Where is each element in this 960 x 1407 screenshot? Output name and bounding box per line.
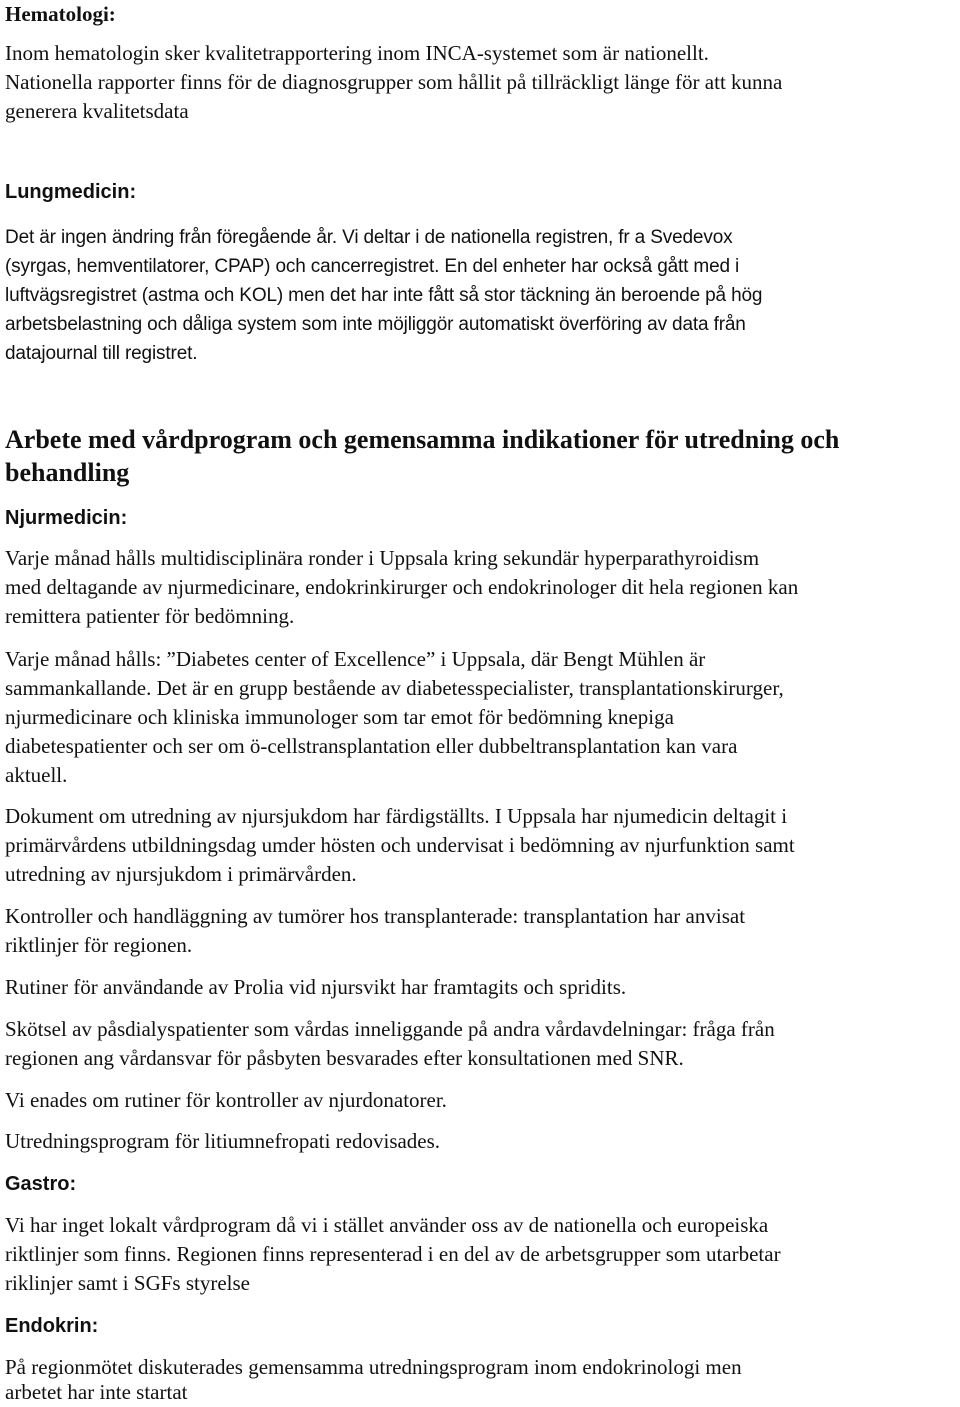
hematologi-line-1: Inom hematologin sker kvalitetrapportering inom INCA-systemet som är nationellt. bbox=[5, 41, 709, 65]
njurmedicin-line-14: Rutiner för användande av Prolia vid njursvikt har framtagits och spridits. bbox=[5, 975, 627, 999]
hematologi-line-2: Nationella rapporter finns för de diagnosgrupper som hållit på tillräckligt länge för att kunna bbox=[5, 70, 783, 94]
njurmedicin-line-3: remittera patienter för bedömning. bbox=[5, 604, 295, 628]
lungmedicin-line-1: Det är ingen ändring från föregående år. Vi deltar i de nationella registren, fr a Svedevox bbox=[5, 227, 733, 248]
section-title-line-2: behandling bbox=[5, 458, 130, 487]
hematologi-heading: Hematologi: bbox=[5, 2, 116, 26]
njurmedicin-line-4: Varje månad hålls: ”Diabetes center of Excellence” i Uppsala, där Bengt Mühlen är bbox=[5, 647, 706, 671]
hematologi-line-3: generera kvalitetsdata bbox=[5, 99, 189, 123]
njurmedicin-line-15: Skötsel av påsdialyspatienter som vårdas inneliggande på andra vårdavdelningar: fråga från bbox=[5, 1017, 775, 1041]
gastro-line-1: Vi har inget lokalt vårdprogram då vi i stället använder oss av de nationella och europeiska bbox=[5, 1213, 769, 1237]
endokrin-heading: Endokrin: bbox=[5, 1315, 99, 1337]
lungmedicin-line-5: datajournal till registret. bbox=[5, 343, 198, 364]
njurmedicin-line-13: riktlinjer för regionen. bbox=[5, 933, 193, 957]
njurmedicin-line-10: primärvårdens utbildningsdag umder hösten och undervisat i bedömning av njurfunktion samt bbox=[5, 833, 795, 857]
section-title-line-1: Arbete med vårdprogram och gemensamma indikationer för utredning och bbox=[5, 425, 840, 454]
njurmedicin-line-1: Varje månad hålls multidisciplinära ronder i Uppsala kring sekundär hyperparathyroidism bbox=[5, 546, 760, 570]
lungmedicin-line-4: arbetsbelastning och dåliga system som inte möjliggör automatiskt överföring av data från bbox=[5, 314, 746, 335]
lungmedicin-heading: Lungmedicin: bbox=[5, 181, 137, 203]
njurmedicin-line-6: njurmedicinare och kliniska immunologer som tar emot för bedömning knepiga bbox=[5, 705, 674, 729]
njurmedicin-line-9: Dokument om utredning av njursjukdom har färdigställts. I Uppsala har njumedicin deltagit i bbox=[5, 804, 788, 828]
gastro-line-3: riklinjer samt i SGFs styrelse bbox=[5, 1271, 250, 1295]
lungmedicin-line-3: luftvägsregistret (astma och KOL) men det har inte fått så stor täckning än beroende på hög bbox=[5, 285, 763, 306]
njurmedicin-line-5: sammankallande. Det är en grupp bestående av diabetesspecialister, transplantationskirurger, bbox=[5, 676, 784, 700]
njurmedicin-line-8: aktuell. bbox=[5, 763, 68, 787]
endokrin-line-1: På regionmötet diskuterades gemensamma utredningsprogram inom endokrinologi men bbox=[5, 1355, 742, 1379]
njurmedicin-line-11: utredning av njursjukdom i primärvården. bbox=[5, 862, 357, 886]
lungmedicin-line-2: (syrgas, hemventilatorer, CPAP) och cancerregistret. En del enheter har också gått med i bbox=[5, 256, 740, 277]
endokrin-line-2: arbetet har inte startat bbox=[5, 1380, 188, 1404]
njurmedicin-line-16: regionen ang vårdansvar för påsbyten besvarades efter konsultationen med SNR. bbox=[5, 1046, 684, 1070]
njurmedicin-line-12: Kontroller och handläggning av tumörer hos transplanterade: transplantation har anvisat bbox=[5, 904, 746, 928]
njurmedicin-line-18: Utredningsprogram för litiumnefropati redovisades. bbox=[5, 1129, 441, 1153]
njurmedicin-line-2: med deltagande av njurmedicinare, endokrinkirurger och endokrinologer dit hela regionen kan bbox=[5, 575, 799, 599]
gastro-heading: Gastro: bbox=[5, 1173, 77, 1195]
njurmedicin-heading: Njurmedicin: bbox=[5, 507, 128, 529]
njurmedicin-line-7: diabetespatienter och ser om ö-cellstransplantation eller dubbeltransplantation kan vara bbox=[5, 734, 738, 758]
njurmedicin-line-17: Vi enades om rutiner för kontroller av njurdonatorer. bbox=[5, 1088, 447, 1112]
gastro-line-2: riktlinjer som finns. Regionen finns representerad i en del av de arbetsgrupper som utarbetar bbox=[5, 1242, 781, 1266]
